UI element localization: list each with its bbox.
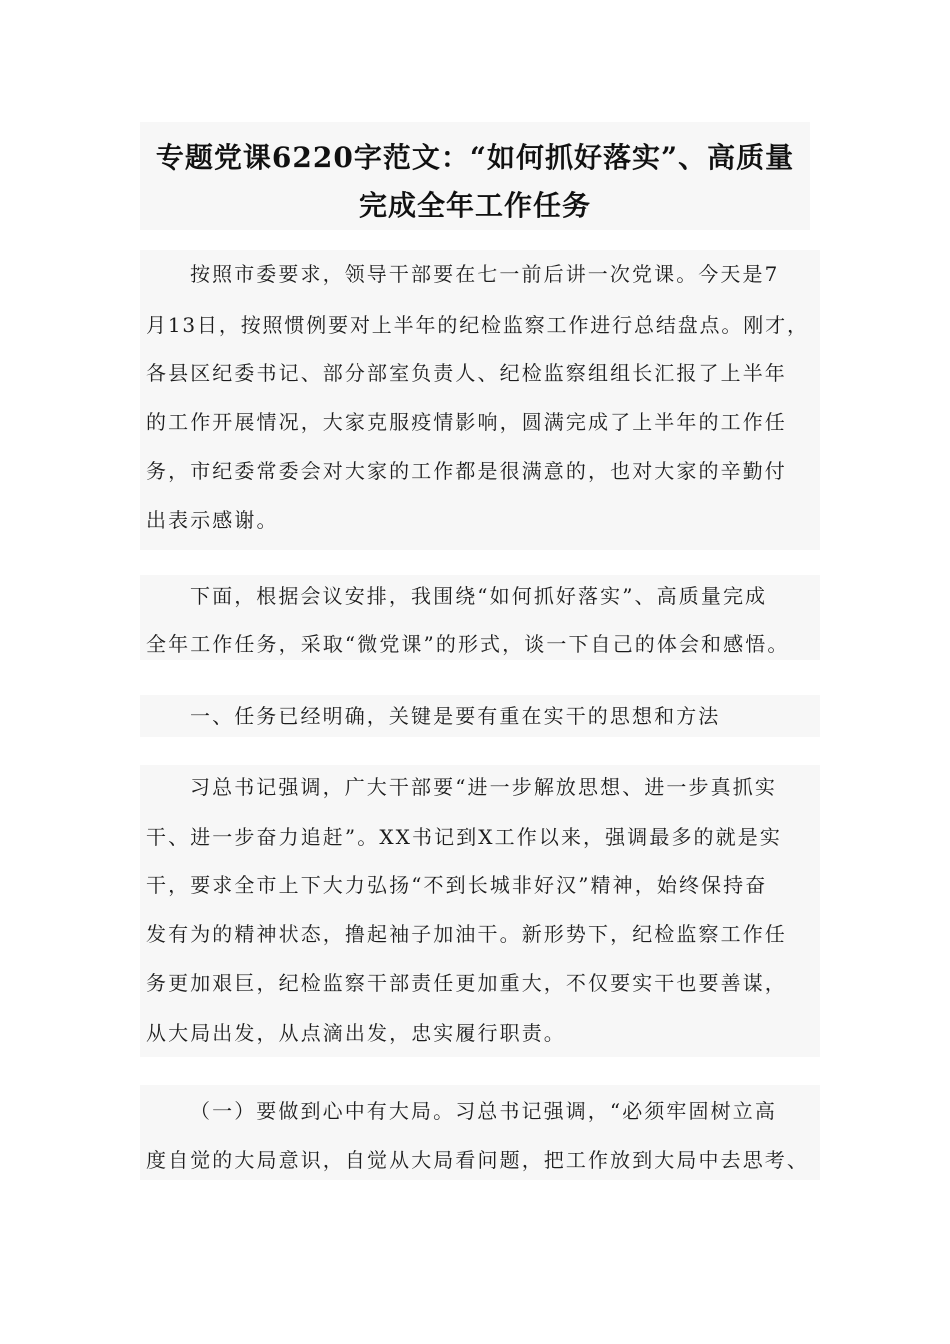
paragraph-line: 按照市委要求，领导干部要在七一前后讲一次党课。今天是7 [190,262,780,286]
paragraph-line: 务更加艰巨，纪检监察干部责任更加重大，不仅要实干也要善谋， [146,971,787,995]
paragraph-line: （一）要做到心中有大局。习总书记强调，“必须牢固树立高 [190,1099,777,1123]
paragraph-line: 各县区纪委书记、部分部室负责人、纪检监察组组长汇报了上半年 [146,361,787,385]
paragraph-line: 出表示感谢。 [146,508,279,532]
title-line-2: 完成全年工作任务 [358,189,591,222]
paragraph-line: 发有为的精神状态，撸起袖子加油干。新形势下，纪检监察工作任 [146,922,787,946]
section-heading [140,695,820,737]
paragraph-line: 下面，根据会议安排，我围绕“如何抓好落实”、高质量完成 [190,584,768,608]
paragraph-line: 习总书记强调，广大干部要“进一步解放思想、进一步真抓实 [190,775,777,799]
paragraph-line: 的工作开展情况，大家克服疫情影响，圆满完成了上半年的工作任 [146,410,787,434]
paragraph-1 [140,250,820,550]
title-line-1: 专题党课6220字范文：“如何抓好落实”、高质量 [155,141,795,174]
paragraph-line: 干、进一步奋力追赶”。XX书记到X工作以来，强调最多的就是实 [146,825,782,849]
paragraph-line: 干，要求全市上下大力弘扬“不到长城非好汉”精神，始终保持奋 [146,873,768,897]
paragraph-3 [140,765,820,1057]
paragraph-line: 全年工作任务，采取“微党课”的形式，谈一下自己的体会和感悟。 [146,632,790,656]
paragraph-line: 月13日，按照惯例要对上半年的纪检监察工作进行总结盘点。刚才， [146,313,809,337]
paragraph-2 [140,575,820,660]
paragraph-line: 度自觉的大局意识，自觉从大局看问题，把工作放到大局中去思考、 [146,1148,809,1172]
paragraph-line: 从大局出发，从点滴出发，忠实履行职责。 [146,1021,566,1045]
paragraph-line: 务，市纪委常委会对大家的工作都是很满意的，也对大家的辛勤付 [146,459,787,483]
paragraph-4 [140,1085,820,1180]
section-heading-text: 一、任务已经明确，关键是要有重在实干的思想和方法 [190,704,721,728]
document-title [140,122,810,230]
